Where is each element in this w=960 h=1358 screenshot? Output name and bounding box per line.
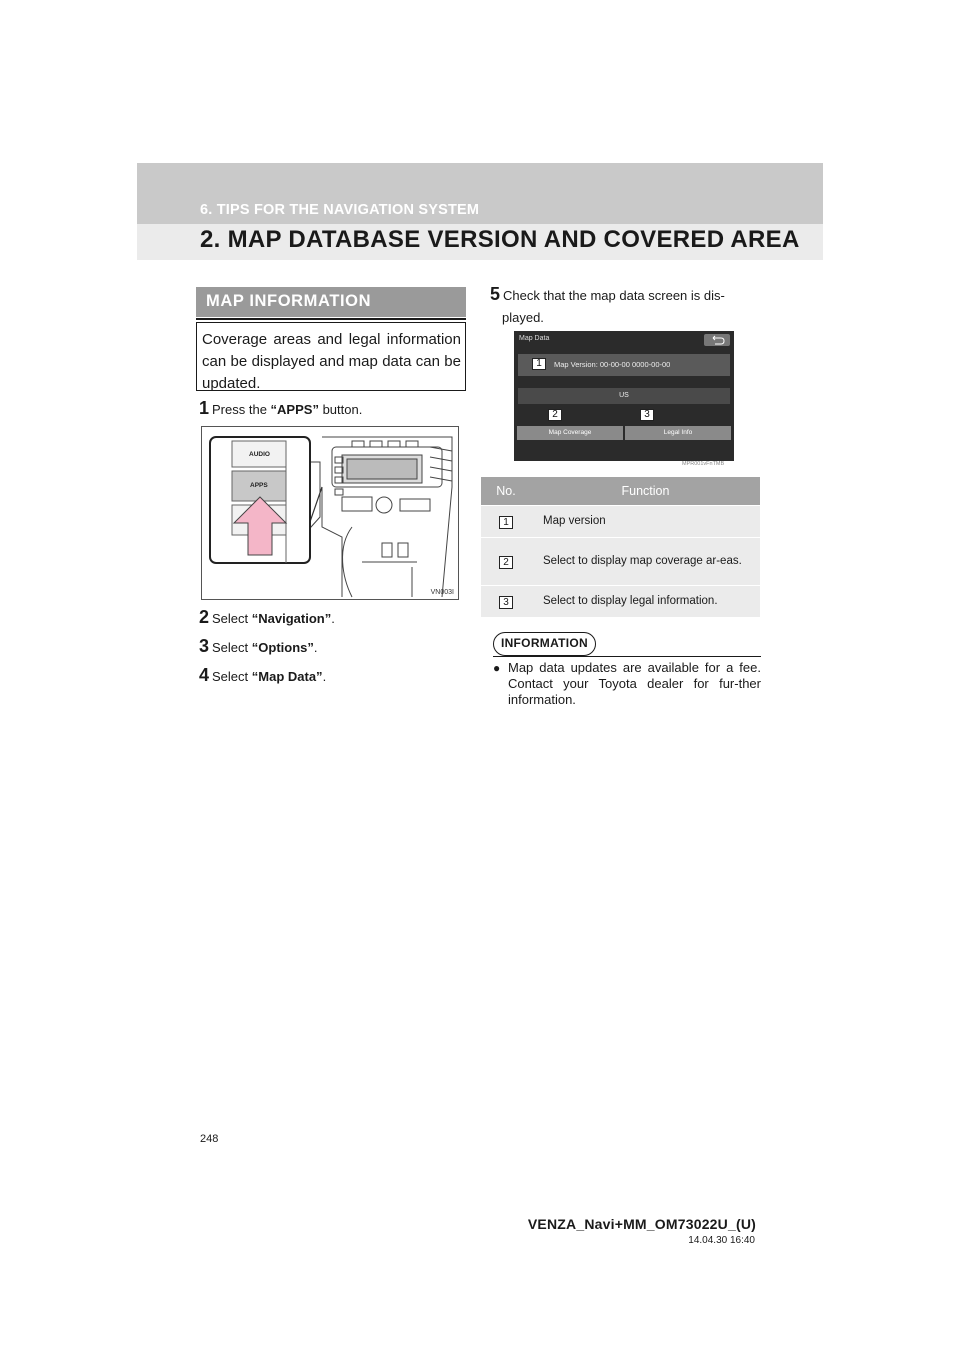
information-label: INFORMATION (493, 632, 596, 656)
step-text-post: . (322, 669, 327, 684)
map-info-heading-text: MAP INFORMATION (206, 292, 372, 310)
step-5-line-2: played. (502, 310, 544, 325)
step-2 (199, 607, 335, 628)
audio-button-label: AUDIO (249, 451, 270, 458)
apps-button-label: APPS (250, 482, 268, 489)
step-number: 2 (199, 607, 210, 627)
map-coverage-button: Map Coverage (517, 426, 623, 440)
table-row (481, 537, 760, 585)
screen-figure-code: MPR001vFnTMB (682, 461, 725, 467)
column-function: Function (531, 477, 760, 505)
step-number: 3 (199, 636, 210, 656)
dashboard-drawing (202, 427, 459, 600)
step-text-bold: “Navigation” (251, 611, 332, 626)
column-no: No. (481, 477, 531, 505)
bullet-icon: ● (493, 661, 501, 675)
table-cell-no (481, 585, 531, 617)
table-row (481, 505, 760, 537)
step-number: 5 (490, 284, 501, 304)
step-text-pre: Select (212, 611, 252, 626)
map-info-divider (196, 318, 466, 320)
table-cell-function: Map version (531, 505, 760, 537)
map-version-row (518, 354, 730, 376)
step-text-post: button. (318, 402, 363, 417)
map-data-screen (514, 331, 734, 461)
print-date: 14.04.30 16:40 (688, 1235, 755, 1246)
step-1 (199, 398, 362, 419)
legal-info-button: Legal Info (625, 426, 731, 440)
number-box: 1 (499, 516, 513, 529)
callout-1: 1 (532, 358, 546, 370)
step-text-post: . (313, 640, 318, 655)
step-5-line-1: Check that the map data screen is dis- (503, 288, 725, 303)
table-cell-no (481, 505, 531, 537)
callout-3: 3 (640, 409, 654, 421)
map-version-text: Map Version: 00-00-00 0000-00-00 (554, 360, 671, 369)
back-arrow-icon (704, 335, 730, 347)
step-number: 1 (199, 398, 210, 418)
step-text-bold: “Map Data” (251, 669, 323, 684)
map-info-body: Coverage areas and legal information can be displayed and map data can be updated. (196, 322, 466, 391)
information-divider (493, 656, 761, 657)
step-text-bold: “APPS” (270, 402, 319, 417)
section-title: 6. TIPS FOR THE NAVIGATION SYSTEM (200, 202, 480, 218)
table-cell-function: Select to display legal information. (531, 585, 760, 617)
step-text-bold: “Options” (251, 640, 314, 655)
document-id: VENZA_Navi+MM_OM73022U_(U) (527, 1216, 756, 1232)
figure-code: VN003I (430, 589, 454, 596)
step-number: 4 (199, 665, 210, 685)
step-4 (199, 665, 326, 686)
information-text: Map data updates are available for a fee. Contact your Toyota dealer for fur-ther information. (508, 660, 761, 707)
step-3 (199, 636, 318, 657)
table-cell-no (481, 537, 531, 585)
step-text-pre: Select (212, 640, 252, 655)
back-icon (704, 334, 730, 346)
step-5 (490, 283, 725, 329)
number-box: 2 (499, 556, 513, 569)
callout-2: 2 (548, 409, 562, 421)
map-info-heading (196, 287, 466, 317)
step-text-pre: Select (212, 669, 252, 684)
dashboard-illustration (201, 426, 459, 600)
function-table (481, 477, 760, 617)
region-row (518, 388, 730, 404)
step-text-pre: Press the (212, 402, 271, 417)
table-header-row (481, 477, 760, 505)
step-text-post: . (331, 611, 335, 626)
screen-title: Map Data (519, 335, 550, 342)
table-row (481, 585, 760, 617)
information-item (493, 660, 761, 708)
table-cell-function: Select to display map coverage ar-eas. (531, 537, 760, 585)
page-title: 2. MAP DATABASE VERSION AND COVERED AREA (200, 226, 800, 253)
region-text: US (619, 392, 629, 399)
number-box: 3 (499, 596, 513, 609)
page-number: 248 (200, 1133, 219, 1145)
